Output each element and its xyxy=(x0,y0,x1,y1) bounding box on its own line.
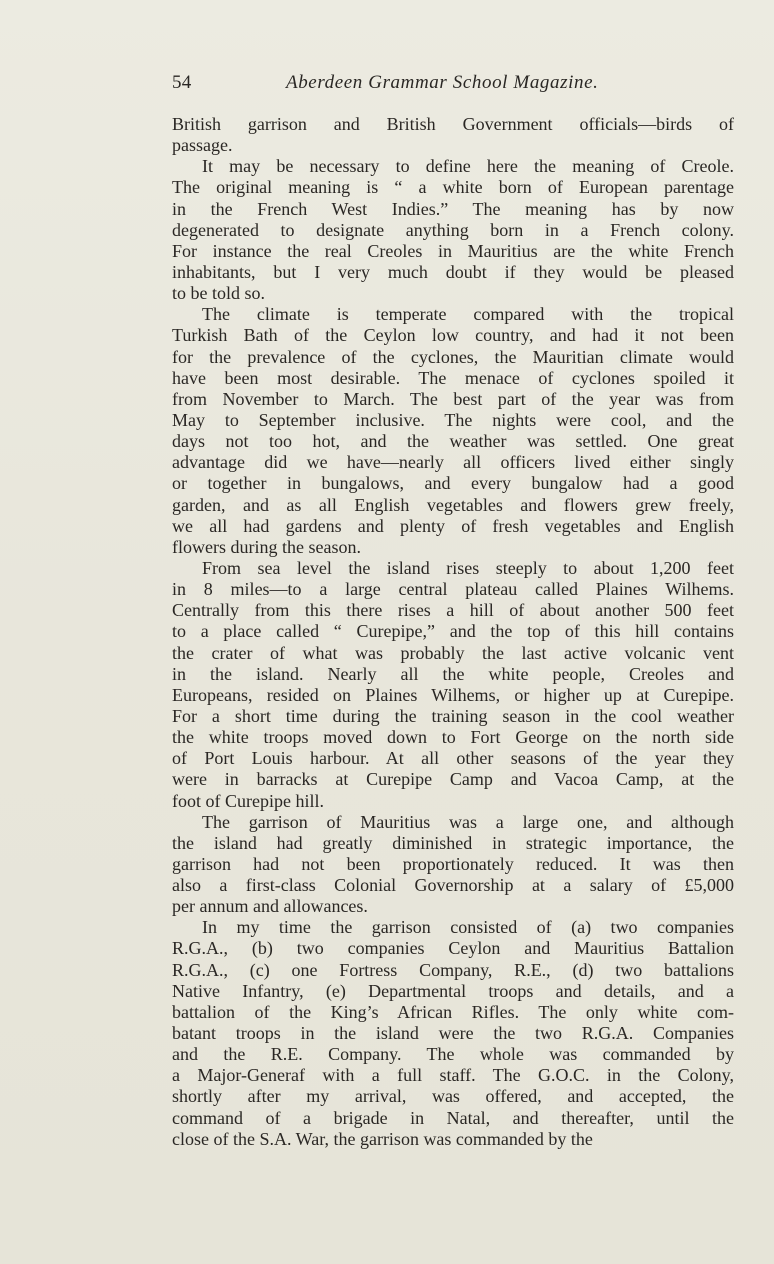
text-line: The garrison of Mauritius was a large one, and although xyxy=(202,811,734,832)
text-line: Europeans, resided on Plaines Wilhems, or higher up at Curepipe. xyxy=(172,684,734,705)
text-line: or together in bungalows, and every bungalow had a good xyxy=(172,473,734,494)
text-line: passage. xyxy=(172,135,233,156)
text-line: to be told so. xyxy=(172,283,265,304)
paragraph xyxy=(172,812,734,918)
text-line: Centrally from this there rises a hill of about another 500 feet xyxy=(172,600,734,621)
text-line: foot of Curepipe hill. xyxy=(172,790,324,811)
text-line: Turkish Bath of the Ceylon low country, and had it not been xyxy=(172,325,734,346)
text-line: From sea level the island rises steeply to about 1,200 feet xyxy=(202,557,734,578)
text-line: batant troops in the island were the two R.G.A. Companies xyxy=(172,1023,734,1044)
text-line: flowers during the season. xyxy=(172,536,361,557)
text-line: the crater of what was probably the last active volcanic vent xyxy=(172,642,734,663)
text-line: The climate is temperate compared with the tropical xyxy=(202,304,734,325)
page-number: 54 xyxy=(172,72,192,93)
running-head xyxy=(172,72,632,98)
paragraph xyxy=(172,304,734,558)
text-line: For a short time during the training season in the cool weather xyxy=(172,705,734,726)
text-line: British garrison and British Government officials—birds of xyxy=(172,114,734,134)
text-line: R.G.A., (c) one Fortress Company, R.E., (d) two battalions xyxy=(172,959,734,980)
text-line: May to September inclusive. The nights were cool, and the xyxy=(172,409,734,430)
paragraph xyxy=(172,156,734,304)
text-line: inhabitants, but I very much doubt if they would be pleased xyxy=(172,261,734,282)
text-line: we all had gardens and plenty of fresh vegetables and English xyxy=(172,515,734,536)
text-line: for the prevalence of the cyclones, the Mauritian climate would xyxy=(172,346,734,367)
text-line: The original meaning is “ a white born of European parentage xyxy=(172,177,734,198)
text-line: the white troops moved down to Fort George on the north side xyxy=(172,727,734,748)
text-line: in the French West Indies.” The meaning has by now xyxy=(172,198,734,219)
text-line: in 8 miles—to a large central plateau called Plaines Wilhems. xyxy=(172,579,734,600)
text-line: It may be necessary to define here the meaning of Creole. xyxy=(202,156,734,177)
text-line: to a place called “ Curepipe,” and the top of this hill contains xyxy=(172,621,734,642)
journal-title: Aberdeen Grammar School Magazine. xyxy=(286,72,599,93)
paragraph xyxy=(172,114,734,156)
text-line: per annum and allowances. xyxy=(172,896,368,917)
text-line: advantage did we have—nearly all officers lived either singly xyxy=(172,452,734,473)
text-line: garden, and as all English vegetables and flowers grew freely, xyxy=(172,494,734,515)
text-line: in the island. Nearly all the white people, Creoles and xyxy=(172,663,734,684)
text-line: from November to March. The best part of the year was from xyxy=(172,388,734,409)
text-line: shortly after my arrival, was offered, and accepted, the xyxy=(172,1086,734,1107)
text-line: garrison had not been proportionately reduced. It was then xyxy=(172,853,734,874)
text-line: R.G.A., (b) two companies Ceylon and Mauritius Battalion xyxy=(172,938,734,959)
text-line: battalion of the King’s African Rifles. The only white com- xyxy=(172,1001,734,1022)
text-line: For instance the real Creoles in Mauritius are the white French xyxy=(172,240,734,261)
text-line: also a first-class Colonial Governorship at a salary of £5,000 xyxy=(172,875,734,896)
paragraph xyxy=(172,558,734,812)
text-line: of Port Louis harbour. At all other seasons of the year they xyxy=(172,748,734,769)
text-line: degenerated to designate anything born in a French colony. xyxy=(172,219,734,240)
text-line: were in barracks at Curepipe Camp and Vacoa Camp, at the xyxy=(172,769,734,790)
text-line: the island had greatly diminished in strategic importance, the xyxy=(172,832,734,853)
text-line: command of a brigade in Natal, and thereafter, until the xyxy=(172,1107,734,1128)
text-line: and the R.E. Company. The whole was commanded by xyxy=(172,1044,734,1065)
text-line: have been most desirable. The menace of cyclones spoiled it xyxy=(172,367,734,388)
text-line: days not too hot, and the weather was settled. One great xyxy=(172,431,734,452)
text-line: a Major-Generaf with a full staff. The G.O.C. in the Colony, xyxy=(172,1065,734,1086)
text-line: In my time the garrison consisted of (a) two companies xyxy=(202,917,734,938)
text-line: Native Infantry, (e) Departmental troops and details, and a xyxy=(172,980,734,1001)
text-line: close of the S.A. War, the garrison was commanded by the xyxy=(172,1128,593,1149)
body-text xyxy=(172,114,734,1150)
paragraph xyxy=(172,917,734,1150)
